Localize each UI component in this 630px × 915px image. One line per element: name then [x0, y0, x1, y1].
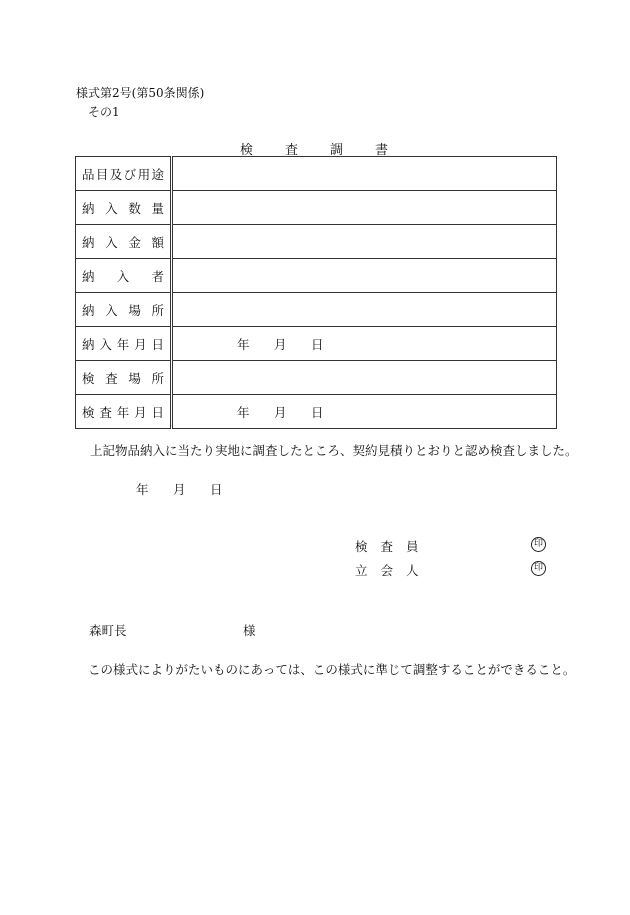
row-label-char: 年 — [116, 404, 130, 420]
row-label-char: 入 — [105, 234, 118, 250]
row-label-char: 納 — [82, 268, 95, 284]
row-label — [76, 293, 172, 327]
month-label: 月 — [274, 336, 287, 352]
table-row — [76, 259, 557, 293]
inspection-statement: 上記物品納入に当たり実地に調査したところ、契約見積りとおりと認め検査しました。 — [90, 443, 578, 458]
row-value-field[interactable] — [172, 191, 557, 225]
row-label-char: 所 — [151, 302, 164, 318]
row-value-field[interactable] — [172, 157, 557, 191]
table-row — [76, 293, 557, 327]
row-label-char: 場 — [128, 302, 141, 318]
addressee: 森町長 — [89, 623, 127, 638]
row-value-field[interactable] — [172, 327, 557, 361]
row-label-char: 入 — [116, 268, 130, 284]
signature-date — [136, 480, 247, 498]
table-row — [76, 157, 557, 191]
row-label-char: 納 — [82, 234, 95, 250]
row-label-char: 途 — [151, 166, 164, 182]
year-label: 年 — [237, 404, 250, 420]
table-row — [76, 327, 557, 361]
day-label: 日 — [311, 336, 324, 352]
row-value-field[interactable] — [172, 225, 557, 259]
signer-witness-label: 立会人 — [355, 563, 432, 578]
seal-inspector-icon: 印 — [531, 537, 546, 552]
row-label-char: 入 — [105, 200, 118, 216]
seal-witness-icon: 印 — [531, 561, 546, 576]
row-label-char: 所 — [151, 370, 164, 386]
row-label-char: 検 — [82, 404, 95, 420]
table-row — [76, 361, 557, 395]
addressee-honorific: 様 — [243, 623, 256, 638]
document-title: 検査調書 — [240, 143, 421, 158]
row-label — [76, 361, 172, 395]
sign-day-label: 日 — [210, 482, 223, 497]
row-label-char: 納 — [82, 200, 95, 216]
table-row — [76, 225, 557, 259]
row-label — [76, 225, 172, 259]
row-label-char: 日 — [151, 336, 164, 352]
row-label — [76, 327, 172, 361]
row-label-char: 量 — [151, 200, 164, 216]
row-value-field[interactable] — [172, 259, 557, 293]
row-label-char: 目 — [95, 166, 109, 182]
row-value-field[interactable] — [172, 293, 557, 327]
row-label-char: び — [123, 166, 137, 182]
row-label-char: 納 — [82, 336, 95, 352]
day-label: 日 — [311, 404, 324, 420]
row-label — [76, 157, 172, 191]
signer-inspector — [355, 537, 432, 555]
row-label-char: 入 — [105, 302, 118, 318]
row-label-char: 日 — [151, 404, 164, 420]
row-label-char: 額 — [151, 234, 164, 250]
row-label-char: 者 — [151, 268, 164, 284]
row-label-char: 月 — [134, 404, 147, 420]
row-label — [76, 259, 172, 293]
row-label-char: 品 — [82, 166, 95, 182]
signer-inspector-label: 検査員 — [355, 539, 432, 554]
row-label-char: 及 — [109, 166, 123, 182]
row-label-char: 検 — [82, 370, 95, 386]
row-label-char: 年 — [116, 336, 130, 352]
row-value-field[interactable] — [172, 395, 557, 429]
row-label — [76, 191, 172, 225]
month-label: 月 — [274, 404, 287, 420]
year-label: 年 — [237, 336, 250, 352]
sign-year-label: 年 — [136, 482, 149, 497]
row-label-char: 月 — [134, 336, 147, 352]
row-label-char: 場 — [128, 370, 141, 386]
form-number: 様式第2号(第50条関係) — [76, 86, 205, 100]
form-footnote: この様式によりがたいものにあっては、この様式に準じて調整することができること。 — [88, 662, 576, 677]
row-label-char: 納 — [82, 302, 95, 318]
row-label-char: 入 — [99, 336, 112, 352]
row-label-char: 査 — [99, 404, 112, 420]
row-label-char: 数 — [128, 200, 141, 216]
table-row — [76, 395, 557, 429]
row-label-char: 用 — [137, 166, 151, 182]
row-label — [76, 395, 172, 429]
sign-month-label: 月 — [173, 482, 186, 497]
row-value-field[interactable] — [172, 361, 557, 395]
row-label-char: 査 — [105, 370, 118, 386]
table-row — [76, 191, 557, 225]
row-label-char: 金 — [128, 234, 141, 250]
signer-witness — [355, 561, 432, 579]
inspection-table — [75, 156, 557, 429]
form-sub-number: その1 — [88, 105, 120, 119]
